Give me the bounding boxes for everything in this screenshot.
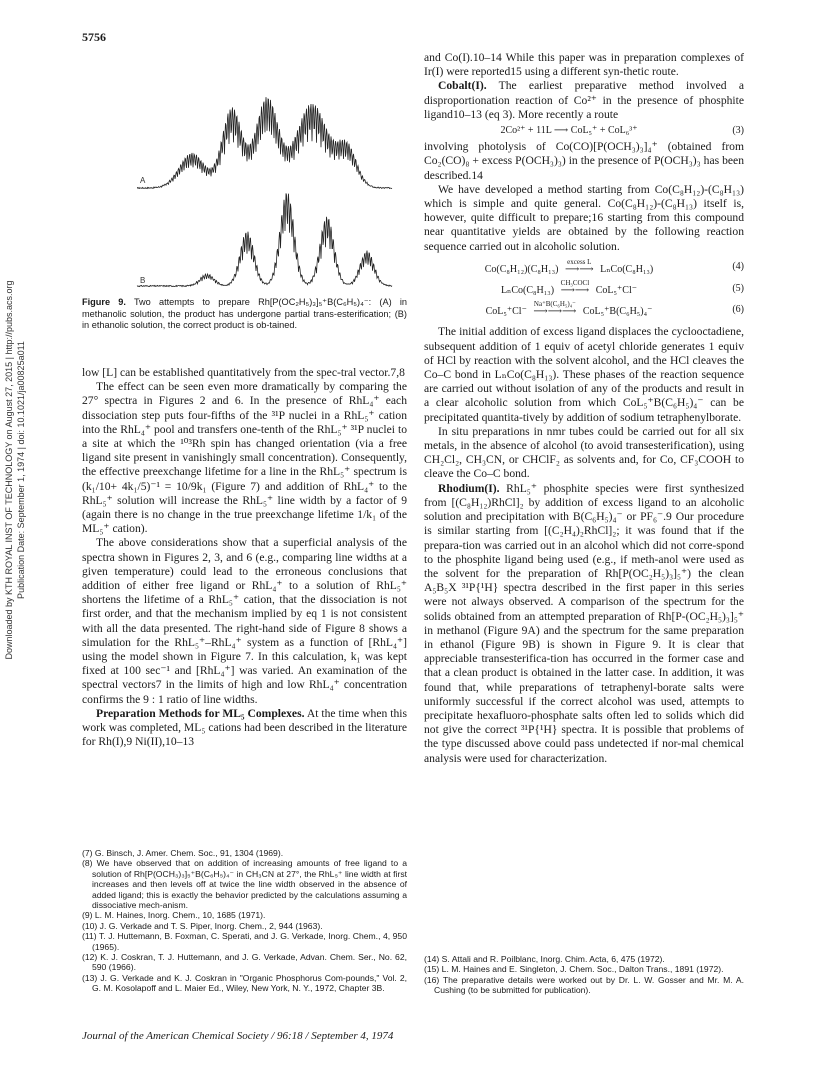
- publication-line: Publication Date: September 1, 1974 | doi: 10.1021/ja00825a011: [16, 341, 26, 599]
- figure-9-spectra: [82, 50, 407, 295]
- figure-caption-label: Figure 9.: [82, 297, 126, 307]
- paragraph: The above considerations show that a superficial analysis of the spectra shown in Figures 2, 3, and 6 (e.g., comparing line widths at a given temperature) could lead to the erroneous conclusions that addition of either free ligand or RhL₄⁺ to a solution of RhL₅⁺ shortens the lifetime of a RhL₅⁺ cation, that the dissociation is not first order, and that the mechanism implied by eq 1 is not consistent with all the data presented. The right-hand side of Figure 8 shows a simulation for the RhL₅⁺–RhL₄⁺ system as a function of [RhL₄⁺] using the model shown in Figure 7. In this calculation, k₁ was kept fixed at 100 sec⁻¹ and [RhL₄⁺] was varied. An examination of the spectral vectors7 in the limits of high and low RhL₄⁺ concentration confirms the 9 : 1 ratio of line widths.: [82, 536, 407, 706]
- reaction-arrow: excess L ⟶⟶: [564, 257, 594, 275]
- reactant: Co(C₈H₁₂)(C₈H₁₃): [484, 263, 559, 275]
- reference-item: (9) L. M. Haines, Inorg. Chem., 10, 1685 (1971).: [82, 910, 266, 921]
- trace-a-label: A: [140, 176, 146, 185]
- reference-item: (8) We have observed that on addition of increasing amounts of free ligand to a solution of Rh[P(OCH₃)₃]₅⁺B(C₆H₅)₄⁻ in CH₃CN at 27°, the RhL₅⁺ line width at first increases and then levels off at twice the line width observed in the absence of added ligand; this is exactly the behavior predicted by the calculations assuming a dissociative mech-anism.: [82, 858, 407, 911]
- paragraph: We have developed a method starting from Co(C₈H₁₂)-(C₈H₁₃) which is simple and quite general. Co(C₈H₁₂)-(C₈H₁₃) itself is, however, quite difficult to prepare;16 starting from this compound near quantitative yields are obtained by the following reaction sequence carried out in alcoholic solution.: [424, 182, 744, 253]
- reaction-sequence: [424, 258, 744, 320]
- reaction-arrow: CH₃COCl ⟶⟶: [560, 279, 590, 297]
- paragraph: low [L] can be established quantitatively from the spec-tral vector.7,8: [82, 366, 405, 379]
- reference-item: (14) S. Attali and R. Poilblanc, Inorg. Chim. Acta, 6, 475 (1972).: [424, 954, 665, 964]
- product: CoL₅⁺B(C₆H₅)₄⁻: [582, 306, 653, 318]
- equation-number: (6): [732, 303, 744, 315]
- download-line: Downloaded by KTH ROYAL INST OF TECHNOLOGY on August 27, 2015 | http://pubs.acs.org: [4, 280, 14, 660]
- figure-caption: [82, 297, 407, 332]
- paragraph-text: At the time when this work was completed, ML₅ cations had been described in the literature for Rh(I),9 Ni(II),10–13: [82, 706, 407, 749]
- equation-4: [424, 258, 744, 277]
- paragraph: involving photolysis of Co(CO)[P(OCH₃)₃]₄⁺ (obtained from Co₂(CO)₈ + excess P(OCH₃)₃) in the presence of P(OCH₃)₃ has been described.14: [424, 140, 744, 182]
- paragraph: and Co(I).10–14 While this paper was in preparation complexes of Ir(I) were reported15 using a different syn-thetic route.: [424, 51, 744, 79]
- product: CoL₅⁺Cl⁻: [595, 285, 638, 297]
- section-heading: Cobalt(I).: [438, 79, 487, 93]
- reference-item: (12) K. J. Coskran, T. J. Huttemann, and J. G. Verkade, Advan. Chem. Ser., No. 62, 590 (1966).: [82, 952, 407, 973]
- spectrum-trace-a: [137, 97, 392, 188]
- reference-item: (11) T. J. Huttemann, B. Foxman, C. Sperati, and J. G. Verkade, Inorg. Chem., 4, 950 (1965).: [82, 931, 407, 952]
- paragraph: The effect can be seen even more dramatically by comparing the 27° spectra in Figures 2 and 6. In the presence of RhL₄⁺ each dissociation step puts four-fifths of the ³¹P nuclei in a RhL₅⁺ cation into the RhL₄⁺ pool and transfers one-tenth of the RhL₅⁺ ³¹P nuclei to a site at which the ¹⁰³Rh spin has changed orientation (via a free ligand site present in vanishingly small concentration). Consequently, the effective preexchange lifetime for a line in the RhL₅⁺ spectrum is (k₁/10+ 4k₁/5)⁻¹ = 10/9k₁ (Figure 7) and addition of RhL₄⁺ to the RhL₅⁺ solution will increase the RhL₅⁺ line width by a factor of 9 (again there is no change in the true preexchange lifetime 1/k₁ of the ML₅⁺ cation).: [82, 380, 407, 536]
- equation-number: (3): [732, 125, 744, 137]
- right-references: [424, 954, 744, 996]
- equation-body: 2Co²⁺ + 11L ⟶ CoL₅⁺ + CoL₆³⁺: [500, 125, 638, 137]
- paragraph-text: RhL₅⁺ phosphite species were first synthesized from [(C₈H₁₂)RhCl]₂ by addition of excess ligand to an alcoholic solution and precipitation with B(C₆H₅)₄⁻ or PF₆⁻.9 Our procedure is similar starting from [(C₂H₄)₂RhCl]₂; it was found that if the prepara-tion was carried out in an alcohol which did not corre-spond to the phosphite ligand being used (e.g., if meth-anol were used as the solvent for the preparation of Rh[P(OC₂H₅)₃]₅⁺) the clean A₅B₅X ³¹P{¹H} spectra described in the first paper in this series were not always observed. A comparison of the spectrum for the solids obtained from an attempted preparation of Rh[P-(OC₂H₅)₃]₅⁺ in methanol (Figure 9A) and the spectrum for the same preparation in ethanol (Figure 9B) is shown in Figure 9. It is clear that appreciable transesterifica-tion has occurred in the former case and that a clean product is obtained in the latter case. In addition, it was found that, while preparations of tetraphenyl-borate salts were uniformly successful if the correct alcohol was used, attempts to precipitate hexafluoro-phosphate salts often led to solids which did not give the correct ³¹P{¹H} spectra. It is possible that problems of the type discussed above could pass undetected if nor-mal chemical analysis were used for characterization.: [424, 481, 744, 765]
- arrow-reagent: excess L: [567, 257, 592, 266]
- reaction-arrow: Na⁺B(C₆H₅)₄⁻ ⟶⟶⟶: [533, 300, 577, 318]
- reactant: LₙCo(C₈H₁₃): [500, 285, 555, 297]
- paragraph-rhodium: [424, 482, 744, 766]
- paragraph-text: The earliest preparative method involved a disproportionation reaction of Co²⁺ in the presence of phosphite ligand10–13 (eq 3). More recently a route: [424, 79, 744, 121]
- section-heading: Preparation Methods for ML₅ Complexes.: [96, 706, 305, 720]
- equation-3: [424, 124, 744, 138]
- paragraph: The initial addition of excess ligand displaces the cyclooctadiene, subsequent addition of 1 equiv of acetyl chloride generates 1 equiv of HCl by reaction with the solvent alcohol, and the HCl cleaves the Co–C bond in LₙCo(C₈H₁₃). These phases of the reaction sequence are carried out without isolation of any of the products and result in a clear alcoholic solution from which CoL₅⁺B(C₆H₅)₄⁻ can be precipitated quantita-tively by addition of sodium tetraphenylborate.: [424, 325, 744, 424]
- equation-6: [424, 300, 744, 319]
- left-column: [82, 366, 407, 749]
- reference-item: (16) The preparative details were worked out by Dr. L. W. Gosser and Mr. M. A. Cushing (to be submitted for publication).: [424, 974, 744, 996]
- reactant: CoL₅⁺Cl⁻: [485, 306, 527, 318]
- equation-number: (4): [732, 261, 744, 273]
- reference-item: (15) L. M. Haines and E. Singleton, J. Chem. Soc., Dalton Trans., 1891 (1972).: [424, 964, 724, 975]
- paragraph-cobalt: [424, 79, 744, 122]
- right-column: [424, 51, 744, 766]
- equation-number: (5): [732, 282, 744, 294]
- left-references: [82, 848, 407, 994]
- arrow-reagent: Na⁺B(C₆H₅)₄⁻: [533, 300, 576, 309]
- paragraph: In situ preparations in nmr tubes could be carried out for all six metals, in the absence of alcohol (to avoid transesterification), using CH₂Cl₂, CH₃CN, or CHClF₂ as solvents and, for Co, CF₃COOH to cleave the Co–C bond.: [424, 424, 744, 481]
- equation-5: [424, 279, 744, 298]
- reference-item: (10) J. G. Verkade and T. S. Piper, Inorg. Chem., 2, 944 (1963).: [82, 920, 323, 931]
- paragraph-preparation-methods: [82, 707, 407, 750]
- page-number: 5756: [82, 30, 106, 44]
- nmr-spectra-plot: [82, 50, 407, 295]
- arrow-reagent: CH₃COCl: [560, 279, 590, 288]
- journal-footer: Journal of the American Chemical Society / 96:18 / September 4, 1974: [82, 1030, 394, 1042]
- reference-item: (7) G. Binsch, J. Amer. Chem. Soc., 91, 1304 (1969).: [82, 848, 284, 858]
- reference-item: (13) J. G. Verkade and K. J. Coskran in "Organic Phosphorus Com-pounds," Vol. 2, G. M. Kosolapoff and L. Maier Ed., Wiley, New York, N. Y., 1972, Chapter 3B.: [82, 972, 407, 994]
- download-side-note: [3, 190, 31, 750]
- spectrum-trace-b: [137, 193, 392, 286]
- section-heading: Rhodium(I).: [438, 481, 500, 495]
- figure-caption-text: Two attempts to prepare Rh[P(OC₂H₅)₃]₅⁺B(C₆H₅)₄⁻: (A) in methanolic solution, the product has undergone partial trans-esterification; (B) in ethanolic solution, the correct product is ob-tained.: [82, 297, 407, 331]
- product: LₙCo(C₈H₁₃): [600, 263, 654, 275]
- trace-b-label: B: [140, 276, 146, 285]
